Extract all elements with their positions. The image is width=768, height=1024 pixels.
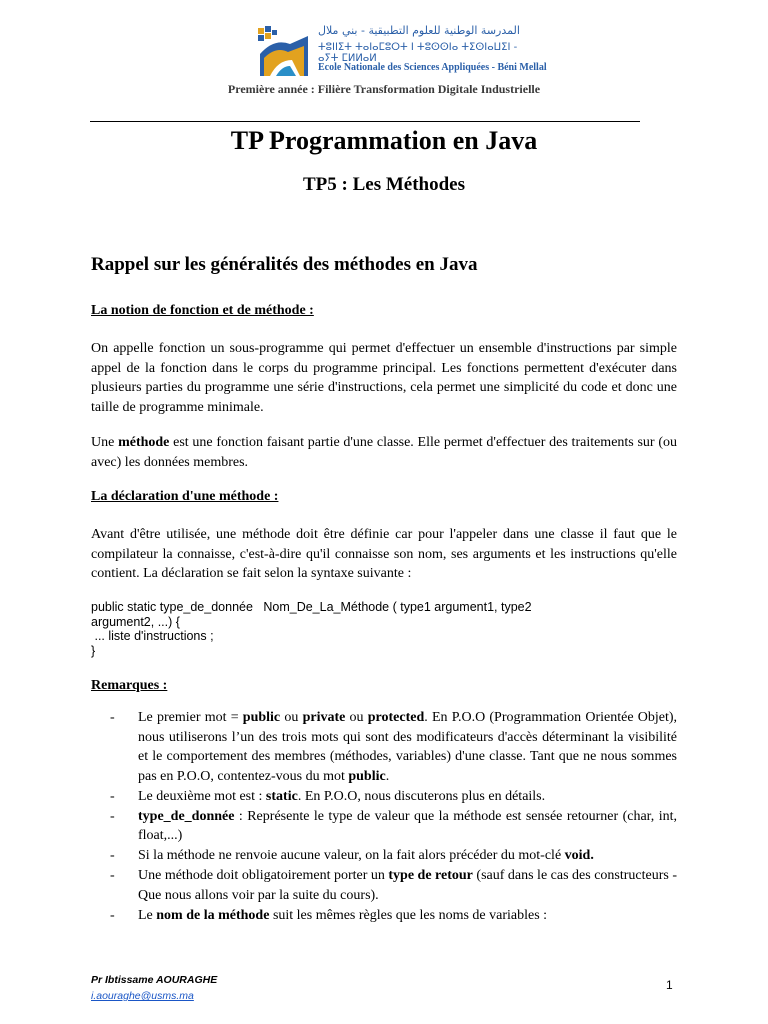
- list-item: - Si la méthode ne renvoie aucune valeur, on la fait alors précéder du mot-clé void.: [110, 848, 594, 863]
- header-divider: [90, 121, 640, 122]
- list-item: - Le deuxième mot est : static. En P.O.O, nous discuterons plus en détails.: [110, 788, 546, 804]
- logo-tifinagh-text: ⵜⵓⵏⵏⵉⵜ ⵜⴰⵏⴰⵎⵓⵔⵜ ⵏ ⵜⵓⵙⵙⵏⴰ ⵜⵉⵙⵏⴰⵡⵉⵏ - ⴰⵢⵜ ⵎⵍⵍⴰⵍ: [318, 42, 518, 64]
- remarks-heading: Remarques :: [91, 678, 168, 693]
- program-subtitle: Première année : Filière Transformation Digitale Industrielle: [227, 82, 541, 96]
- list-item: - type_de_donnée : Représente le type de valeur que la méthode est sensée retourner (char, int, float,...): [110, 808, 677, 843]
- list-item: - Le nom de la méthode suit les mêmes règles que les noms de variables :: [110, 907, 548, 923]
- methode-term: méthode: [118, 435, 170, 450]
- notion-paragraph-1: On appelle fonction un sous-programme qui permet d'effectuer un ensemble d'instructions par simple appel de la fonction dans le corps du programme principal. Les fonctions permettent d'exécuter dans plusieurs parties du programme une série d'instructions, cela permet une simplicité du code et donc une taille de programme minimale.: [91, 341, 677, 415]
- tp-title: TP5 : Les Méthodes: [302, 174, 465, 195]
- logo-arabic-text: المدرسة الوطنية للعلوم التطبيقية - بني ملال: [318, 24, 520, 37]
- footer-author: Pr Ibtissame AOURAGHE: [91, 974, 218, 986]
- school-logo: [256, 24, 312, 78]
- method-syntax-code: public static type_de_donnée Nom_De_La_Méthode ( type1 argument1, type2 argument2, ...) { ... liste d'instructions ; }: [91, 600, 532, 658]
- notion-paragraph-2: Une méthode est une fonction faisant partie d'une classe. Elle permet d'effectuer des traitements sur (ou avec) les données membres.: [91, 435, 677, 470]
- declaration-paragraph: Avant d'être utilisée, une méthode doit être définie car pour l'appeler dans une classe il faut que le compilateur la connaisse, c'est-à-dire qu'il connaisse son nom, ses arguments et les instructions qu'elle contient. La déclaration se fait selon la syntaxe suivante :: [91, 527, 677, 581]
- section-heading: Rappel sur les généralités des méthodes en Java: [91, 254, 478, 275]
- footer-email-link[interactable]: i.aouraghe@usms.ma: [91, 990, 194, 1002]
- document-title: TP Programmation en Java: [230, 126, 538, 155]
- logo-french-text: Ecole Nationale des Sciences Appliquées - Béni Mellal: [318, 62, 547, 73]
- remarks-list: [110, 708, 677, 926]
- declaration-heading: La déclaration d'une méthode :: [91, 489, 279, 504]
- list-item: - Le premier mot = public ou private ou protected. En P.O.O (Programmation Orientée Objet), nous utiliserons l’un des trois mots qui sont des modificateurs d'accès déterminant la visibilité et le comportement des membres (méthodes, variables) d'une classe. Tant que ne nous sommes pas en P.O.O, contentez-vous du mot public.: [110, 710, 678, 784]
- page-number: 1: [666, 978, 673, 992]
- list-item: - Une méthode doit obligatoirement porter un type de retour (sauf dans le cas des constructeurs -Que nous allons voir par la suite du cours).: [110, 868, 678, 903]
- notion-heading: La notion de fonction et de méthode :: [91, 303, 314, 318]
